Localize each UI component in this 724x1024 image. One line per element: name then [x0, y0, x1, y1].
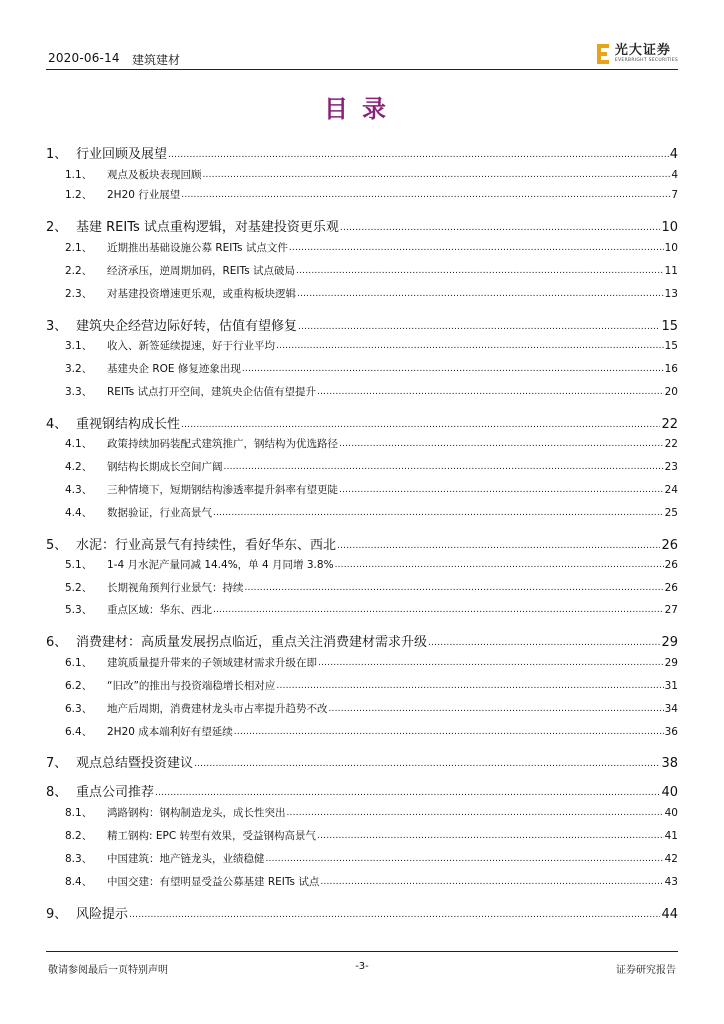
toc-entry-page: 40 [664, 807, 678, 819]
toc-entry-title: 重点公司推荐 [76, 785, 155, 800]
toc-entry-page: 10 [661, 220, 678, 235]
toc-entry-page: 24 [664, 484, 678, 496]
toc-entry-number: 3.3、 [65, 386, 93, 398]
toc-entry-page: 22 [664, 438, 678, 450]
toc-leader-dots [317, 385, 664, 397]
toc-leader-dots [266, 852, 664, 864]
toc-leader-dots [317, 829, 664, 841]
toc-entry[interactable] [46, 655, 678, 670]
toc-entry-title: 三种情境下，短期钢结构渗透率提升斜率有望更陡 [107, 484, 338, 496]
toc-entry-page: 7 [671, 189, 678, 201]
toc-entry[interactable] [46, 851, 678, 866]
toc-entry[interactable] [46, 805, 678, 820]
logo-name-en: EVERBRIGHT SECURITIES [614, 58, 678, 64]
toc-entry-title: 水泥：行业高景气有持续性，看好华东、西北 [76, 538, 337, 553]
toc-entry-number: 4.2、 [65, 461, 93, 473]
toc-entry-title: 行业回顾及展望 [76, 147, 168, 162]
toc-entry-page: 40 [661, 785, 678, 800]
toc-leader-dots [340, 219, 661, 234]
toc-entry-number: 4、 [46, 417, 68, 432]
toc-leader-dots [339, 437, 664, 449]
toc-entry-number: 5.3、 [65, 604, 93, 616]
toc-entry[interactable] [46, 240, 678, 255]
toc-entry-title: 收入、新签延续提速，好于行业平均 [107, 340, 275, 352]
toc-entry-number: 3.2、 [65, 363, 93, 375]
toc-leader-dots [298, 318, 660, 333]
footer-rule [46, 951, 678, 952]
toc-leader-dots [194, 755, 660, 770]
toc-entry-page: 15 [664, 340, 678, 352]
toc-entry-number: 5.1、 [65, 559, 93, 571]
toc-entry-page: 4 [671, 169, 678, 181]
toc-entry[interactable] [46, 752, 678, 771]
toc-entry[interactable] [46, 724, 678, 739]
toc-entry-title: 经济承压，逆周期加码，REITs 试点破局 [107, 265, 296, 277]
toc-leader-dots [245, 581, 664, 593]
toc-leader-dots [318, 656, 664, 668]
toc-entry-page: 42 [664, 853, 678, 865]
toc-leader-dots [428, 634, 660, 649]
toc-entry-page: 16 [664, 363, 678, 375]
toc-entry-title: 2H20 成本端利好有望延续 [107, 726, 233, 738]
toc-entry-number: 2、 [46, 220, 68, 235]
toc-entry[interactable] [46, 286, 678, 301]
toc-entry-title: 观点总结暨投资建议 [76, 756, 194, 771]
toc-entry[interactable] [46, 167, 678, 182]
toc-entry[interactable] [46, 631, 678, 650]
toc-entry-number: 2.1、 [65, 242, 93, 254]
toc-leader-dots [339, 483, 664, 495]
toc-entry[interactable] [46, 781, 678, 800]
toc-entry-title: 建筑质量提升带来的子领域建材需求升级在即 [107, 657, 317, 669]
logo-mark-icon [597, 44, 611, 64]
toc-entry-title: 中国交建：有望明显受益公募基建 REITs 试点 [107, 876, 320, 888]
toc-entry-number: 9、 [46, 907, 68, 922]
toc-entry-title: 鸿路钢构：钢构制造龙头，成长性突出 [107, 807, 286, 819]
toc-entry-title: 近期推出基础设施公募 REITs 试点文件 [107, 242, 288, 254]
toc-entry[interactable] [46, 187, 678, 202]
toc-entry[interactable] [46, 557, 678, 572]
toc-leader-dots [181, 188, 670, 200]
toc-leader-dots [155, 784, 660, 799]
toc-entry[interactable] [46, 413, 678, 432]
toc-leader-dots [320, 875, 663, 887]
toc-entry-number: 8.3、 [65, 853, 93, 865]
toc-entry-page: 10 [664, 242, 678, 254]
toc-entry-title: 对基建投资增速更乐观，或重构板块逻辑 [107, 288, 296, 300]
footer-disclaimer: 敬请参阅最后一页特别声明 [48, 965, 168, 976]
toc-entry-page: 27 [664, 604, 678, 616]
toc-entry-number: 6.4、 [65, 726, 93, 738]
toc-entry-number: 6.3、 [65, 703, 93, 715]
toc-entry-number: 8.2、 [65, 830, 93, 842]
toc-entry[interactable] [46, 678, 678, 693]
header-date: 2020-06-14 [48, 51, 120, 65]
toc-leader-dots [289, 241, 664, 253]
toc-entry-title: 建筑央企经营边际好转，估值有望修复 [76, 319, 298, 334]
toc-entry-number: 2.2、 [65, 265, 93, 277]
toc-entry-page: 4 [669, 147, 678, 162]
toc-entry[interactable] [46, 436, 678, 451]
toc-entry-number: 3.1、 [65, 340, 93, 352]
toc-entry-page: 25 [664, 507, 678, 519]
toc-leader-dots [129, 906, 660, 921]
toc-entry-number: 2.3、 [65, 288, 93, 300]
toc-entry-title: 数据验证，行业高景气 [107, 507, 212, 519]
footer-report-type: 证券研究报告 [616, 965, 676, 976]
toc-entry-title: 政策持续加码装配式建筑推广，钢结构为优选路径 [107, 438, 338, 450]
toc-entry[interactable] [46, 828, 678, 843]
toc-entry-page: 13 [664, 288, 678, 300]
toc-entry-page: 38 [661, 756, 678, 771]
toc-entry-page: 43 [664, 876, 678, 888]
toc-entry-title: 地产后周期，消费建材龙头市占率提升趋势不改 [107, 703, 328, 715]
toc-leader-dots [287, 806, 664, 818]
toc-entry-page: 22 [661, 417, 678, 432]
toc-entry-title: “旧改”的推出与投资端稳增长相对应 [107, 680, 276, 692]
footer-page-number: -3- [355, 961, 369, 972]
toc-entry-title: 钢结构长期成长空间广阔 [107, 461, 223, 473]
toc-entry[interactable] [46, 315, 678, 334]
toc-entry[interactable] [46, 361, 678, 376]
logo-name-cn: 光大证券 [614, 43, 671, 59]
toc-leader-dots [224, 460, 664, 472]
toc-entry[interactable] [46, 602, 678, 617]
toc-leader-dots [329, 702, 664, 714]
toc-entry-number: 4.4、 [65, 507, 93, 519]
toc-leader-dots [276, 679, 663, 691]
toc-entry-page: 26 [661, 538, 678, 553]
toc-entry-page: 23 [664, 461, 678, 473]
toc-entry-title: 基建央企 ROE 修复迹象出现 [107, 363, 241, 375]
toc-leader-dots [296, 264, 664, 276]
toc-entry-title: 中国建筑：地产链龙头，业绩稳健 [107, 853, 265, 865]
toc-entry[interactable] [46, 459, 678, 474]
toc-leader-dots [234, 725, 664, 737]
toc-leader-dots [337, 537, 660, 552]
toc-entry[interactable] [46, 263, 678, 278]
toc-entry-title: 风险提示 [76, 907, 129, 922]
toc-entry-number: 8.4、 [65, 876, 93, 888]
toc-entry-number: 7、 [46, 756, 68, 771]
toc-entry[interactable] [46, 482, 678, 497]
toc-leader-dots [242, 362, 664, 374]
header-category: 建筑建材 [132, 53, 181, 67]
toc-entry-number: 5、 [46, 538, 68, 553]
toc-entry-title: 2H20 行业展望 [107, 189, 181, 201]
toc-entry-number: 8、 [46, 785, 68, 800]
toc-entry-page: 34 [664, 703, 678, 715]
toc-entry[interactable] [46, 580, 678, 595]
toc-entry-page: 20 [664, 386, 678, 398]
toc-entry-number: 6、 [46, 635, 68, 650]
toc-entry-title: REITs 试点打开空间，建筑央企估值有望提升 [107, 386, 317, 398]
toc-entry[interactable] [46, 874, 678, 889]
toc-entry-page: 26 [664, 559, 678, 571]
toc-entry[interactable] [46, 505, 678, 520]
toc-leader-dots [297, 287, 664, 299]
toc-entry-page: 11 [664, 265, 678, 277]
toc-entry-number: 1、 [46, 147, 68, 162]
toc-leader-dots [181, 416, 660, 431]
toc-entry[interactable] [46, 701, 678, 716]
toc-entry-title: 重点区域：华东、西北 [107, 604, 212, 616]
toc-entry-page: 36 [664, 726, 678, 738]
toc-leader-dots [213, 603, 664, 615]
toc-entry-number: 4.3、 [65, 484, 93, 496]
toc-entry-title: 基建 REITs 试点重构逻辑，对基建投资更乐观 [76, 220, 339, 235]
toc-entry-page: 26 [664, 582, 678, 594]
toc-leader-dots [276, 339, 664, 351]
toc-entry[interactable] [46, 143, 678, 162]
toc-entry-number: 3、 [46, 319, 68, 334]
logo [597, 44, 678, 64]
toc-entry-title: 1-4 月水泥产量同减 14.4%，单 4 月同增 3.8% [107, 559, 334, 571]
toc-entry-title: 长期视角预判行业景气：持续 [107, 582, 244, 594]
page-title: 目录 [324, 95, 400, 123]
toc-entry-title: 观点及板块表现回顾 [107, 169, 202, 181]
toc-entry-number: 1.2、 [65, 189, 93, 201]
toc-leader-dots [335, 558, 664, 570]
toc-entry-page: 29 [661, 635, 678, 650]
toc-entry-page: 41 [664, 830, 678, 842]
toc-leader-dots [168, 146, 669, 161]
toc-entry[interactable] [46, 534, 678, 553]
header-rule [46, 69, 678, 70]
toc-entry-number: 6.1、 [65, 657, 93, 669]
toc-leader-dots [203, 168, 671, 180]
toc-entry[interactable] [46, 903, 678, 922]
toc-entry-number: 4.1、 [65, 438, 93, 450]
toc-entry-title: 消费建材：高质量发展拐点临近，重点关注消费建材需求升级 [76, 635, 428, 650]
toc-entry-title: 精工钢构: EPC 转型有效果，受益钢构高景气 [107, 830, 317, 842]
toc-entry-number: 8.1、 [65, 807, 93, 819]
toc-entry-title: 重视钢结构成长性 [76, 417, 181, 432]
toc-leader-dots [213, 506, 664, 518]
toc-entry-number: 5.2、 [65, 582, 93, 594]
toc-entry[interactable] [46, 338, 678, 353]
toc-entry-number: 1.1、 [65, 169, 93, 181]
toc-entry-number: 6.2、 [65, 680, 93, 692]
toc-entry[interactable] [46, 384, 678, 399]
toc-entry-page: 44 [661, 907, 678, 922]
toc-entry-page: 29 [664, 657, 678, 669]
toc-entry[interactable] [46, 216, 678, 235]
toc-entry-page: 15 [661, 319, 678, 334]
toc-entry-page: 31 [664, 680, 678, 692]
